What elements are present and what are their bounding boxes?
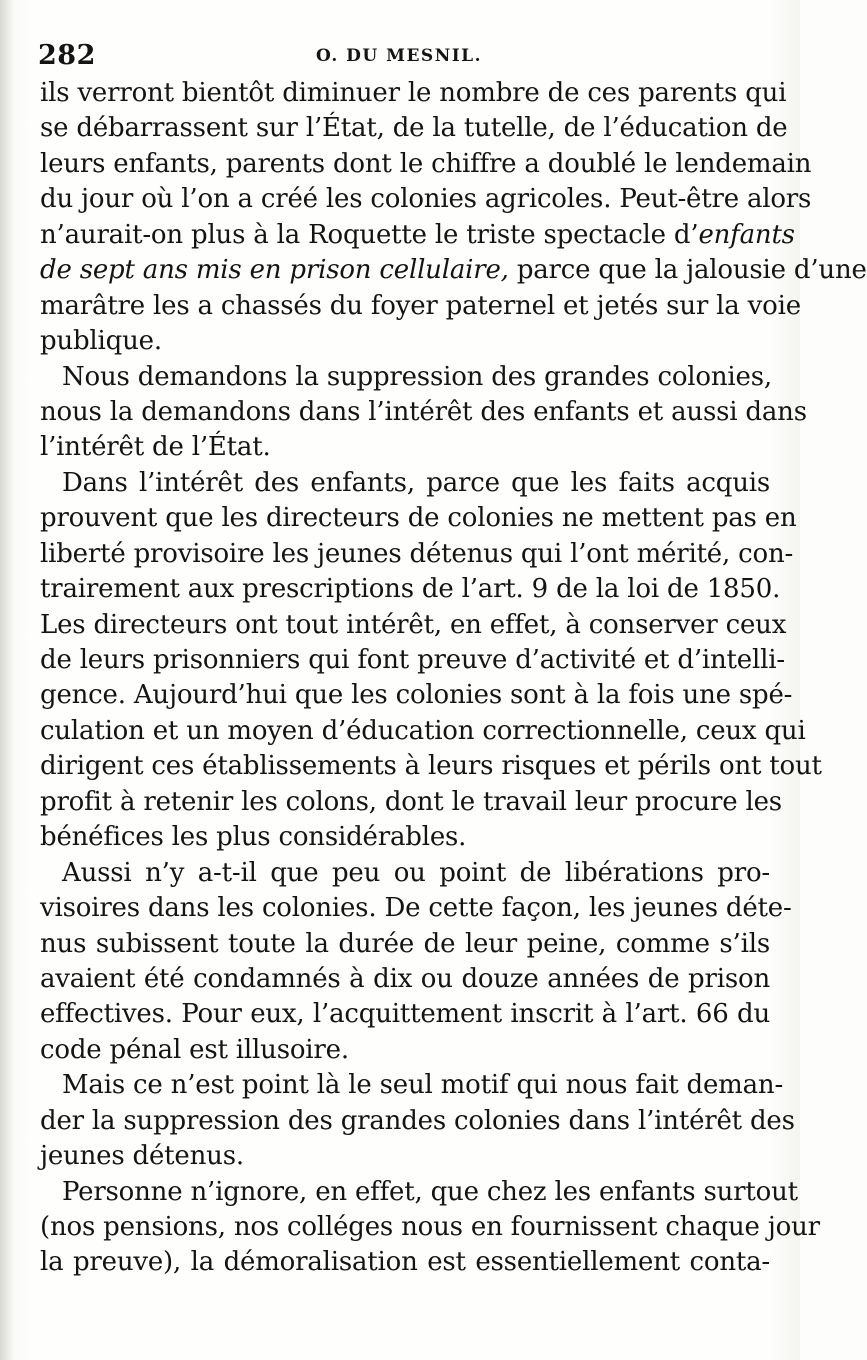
body-text [40, 76, 867, 1281]
text-line: der la suppression des grandes colonies dans l’intérêt des [40, 1105, 795, 1136]
text-line: visoires dans les colonies. De cette façon, les jeunes déte- [40, 893, 792, 924]
text-run: parce que la jalousie d’une [508, 255, 867, 286]
running-head: O. DU MESNIL. [316, 46, 483, 66]
text-line: de leurs prisonniers qui font preuve d’activité et d’intelli- [40, 645, 785, 675]
text-line: dirigent ces établissements à leurs risques et périls ont tout [40, 751, 822, 782]
text-line: ils verront bientôt diminuer le nombre de ces parents qui [40, 78, 787, 108]
text-line: prouvent que les directeurs de colonies ne mettent pas en [40, 503, 797, 534]
text-line: Les directeurs ont tout intérêt, en effet, à conserver ceux [40, 609, 787, 640]
text-line: du jour où l’on a créé les colonies agricoles. Peut-être alors [40, 184, 812, 215]
text-line: profit à retenir les colons, dont le travail leur procure les [40, 786, 782, 817]
paragraph-end-line: jeunes détenus. [40, 1141, 244, 1172]
text-line: la preuve), la démoralisation est essentiellement conta- [40, 1247, 770, 1278]
text-line: (nos pensions, nos colléges nous en fournissent chaque jour [40, 1212, 820, 1242]
text-line [40, 218, 795, 253]
paragraph-start-line: Dans l’intérêt des enfants, parce que les faits acquis [62, 467, 770, 498]
text-line: se débarrassent sur l’État, de la tutelle, de l’éducation de [40, 113, 788, 144]
paragraph-end-line: l’intérêt de l’État. [40, 432, 271, 463]
page-header [38, 38, 758, 72]
text-line: nous la demandons dans l’intérêt des enfants et aussi dans [40, 396, 807, 427]
text-line: avaient été condamnés à dix ou douze années de prison [40, 963, 770, 994]
text-line: liberté provisoire les jeunes détenus qui l’ont mérité, con- [40, 538, 794, 569]
paragraph-start-line: Mais ce n’est point là le seul motif qui nous fait deman- [62, 1070, 784, 1101]
paragraph-end-line: code pénal est illusoire. [40, 1034, 349, 1065]
text-line: leurs enfants, parents dont le chiffre a doublé le lendemain [40, 148, 812, 179]
text-run: n’aurait-on plus à la Roquette le triste spectacle d’ [40, 219, 699, 250]
paragraph-end-line: bénéfices les plus considérables. [40, 822, 467, 853]
text-line: gence. Aujourd’hui que les colonies sont à la fois une spé- [40, 680, 793, 711]
paragraph-start-line: Nous demandons la suppression des grandes colonies, [62, 361, 772, 392]
text-line: culation et un moyen d’éducation correctionnelle, ceux qui [40, 715, 806, 746]
text-line: effectives. Pour eux, l’acquittement inscrit à l’art. 66 du [40, 999, 770, 1030]
italic-text-run: de sept ans mis en prison cellulaire, [40, 255, 509, 286]
paragraph-start-line: Aussi n’y a-t-il que peu ou point de libérations pro- [62, 857, 770, 888]
italic-text-run: enfants [698, 219, 795, 250]
text-line: nus subissent toute la durée de leur peine, comme s’ils [40, 928, 770, 959]
text-line [40, 253, 867, 288]
text-line: marâtre les a chassés du foyer paternel et jetés sur la voie [40, 290, 801, 321]
text-line: trairement aux prescriptions de l’art. 9 de la loi de 1850. [40, 574, 781, 605]
page-number: 282 [38, 40, 96, 71]
paragraph-start-line: Personne n’ignore, en effet, que chez les enfants surtout [62, 1176, 798, 1207]
paragraph-end-line: publique. [40, 326, 162, 357]
